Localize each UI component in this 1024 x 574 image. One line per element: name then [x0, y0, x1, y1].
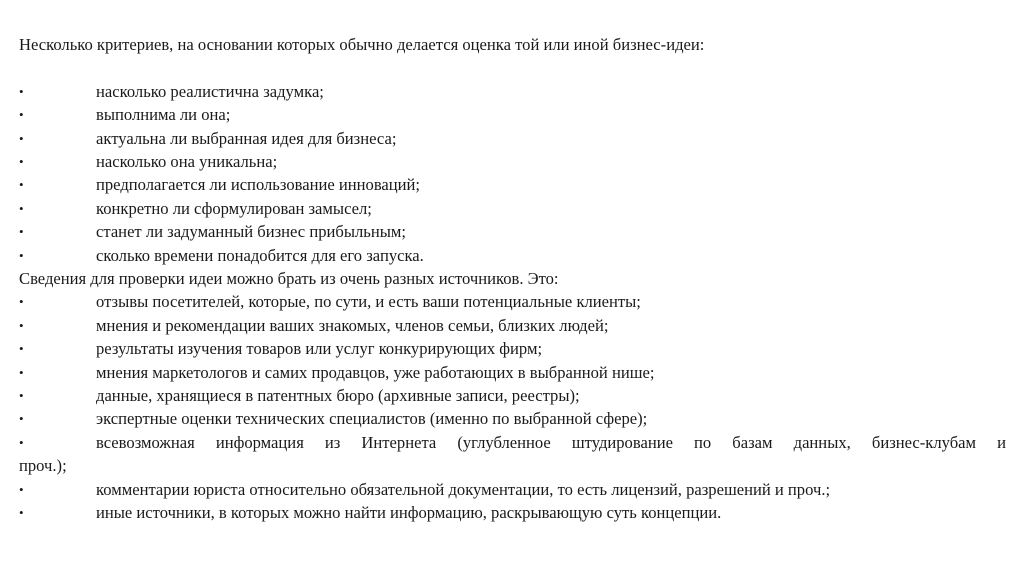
- bullet-icon: •: [19, 317, 24, 333]
- list-item-text: иные источники, в которых можно найти информацию, раскрывающую суть концепции.: [96, 503, 722, 523]
- document-page: [19, 33, 1006, 525]
- bullet-icon: •: [19, 154, 24, 170]
- bullet-icon: •: [19, 177, 24, 193]
- bullet-icon: •: [19, 224, 24, 240]
- bullet-icon: •: [19, 200, 24, 216]
- list-item: [19, 501, 1006, 524]
- list-item-text: всевозможная информация из Интернета (углубленное штудирование по базам данных, бизнес-клубам и: [96, 432, 1006, 452]
- list-item: [19, 407, 1006, 430]
- list-item: [19, 220, 1006, 243]
- sources-intro: Сведения для проверки идеи можно брать из очень разных источников. Это:: [19, 269, 559, 289]
- bullet-icon: •: [19, 294, 24, 310]
- list-item-text: отзывы посетителей, которые, по сути, и есть ваши потенциальные клиенты;: [96, 292, 641, 312]
- list-item: [19, 361, 1006, 384]
- bullet-icon: •: [19, 411, 24, 427]
- list-item: [19, 244, 1006, 267]
- bullet-icon: •: [19, 107, 24, 123]
- list-item-text: насколько реалистична задумка;: [96, 81, 324, 101]
- list-item: [19, 337, 1006, 360]
- list-item-text: актуальна ли выбранная идея для бизнеса;: [96, 128, 397, 148]
- list-item-text: станет ли задуманный бизнес прибыльным;: [96, 222, 406, 242]
- list-item: [19, 127, 1006, 150]
- list-item-text: мнения маркетологов и самих продавцов, уже работающих в выбранной нише;: [96, 362, 655, 382]
- bullet-icon: •: [19, 505, 24, 521]
- list-item-text: экспертные оценки технических специалистов (именно по выбранной сфере);: [96, 409, 648, 429]
- list-item-text: сколько времени понадобится для его запуска.: [96, 245, 424, 265]
- list-item-text: выполнима ли она;: [96, 105, 231, 125]
- list-item: [19, 173, 1006, 196]
- list-item-text: результаты изучения товаров или услуг конкурирующих фирм;: [96, 339, 543, 359]
- list-item: [19, 197, 1006, 220]
- list-item: [19, 314, 1006, 337]
- list-item: [19, 384, 1006, 407]
- list-item: [19, 80, 1006, 103]
- list-item-text: насколько она уникальна;: [96, 152, 278, 172]
- bullet-icon: •: [19, 83, 24, 99]
- list-item-text: предполагается ли использование инноваций;: [96, 175, 421, 195]
- bullet-icon: •: [19, 364, 24, 380]
- bullet-icon: •: [19, 481, 24, 497]
- bullet-icon: •: [19, 247, 24, 263]
- list-item-text: мнения и рекомендации ваших знакомых, членов семьи, близких людей;: [96, 315, 609, 335]
- list-item-text: конкретно ли сформулирован замысел;: [96, 198, 372, 218]
- list-item: [19, 431, 1006, 454]
- bullet-icon: •: [19, 130, 24, 146]
- sources-list: [19, 290, 1006, 524]
- bullet-icon: •: [19, 434, 24, 450]
- list-item: [19, 290, 1006, 313]
- criteria-intro: Несколько критериев, на основании которых обычно делается оценка той или иной бизнес-идеи:: [19, 35, 705, 54]
- list-item-text: данные, хранящиеся в патентных бюро (архивные записи, реестры);: [96, 386, 580, 406]
- list-item-continuation: проч.);: [19, 456, 67, 476]
- list-item-text: комментарии юриста относительно обязательной документации, то есть лицензий, разрешений и проч.;: [96, 479, 831, 499]
- bullet-icon: •: [19, 388, 24, 404]
- list-item: [19, 150, 1006, 173]
- criteria-list: [19, 80, 1006, 267]
- bullet-icon: •: [19, 341, 24, 357]
- list-item: [19, 478, 1006, 501]
- list-item: [19, 103, 1006, 126]
